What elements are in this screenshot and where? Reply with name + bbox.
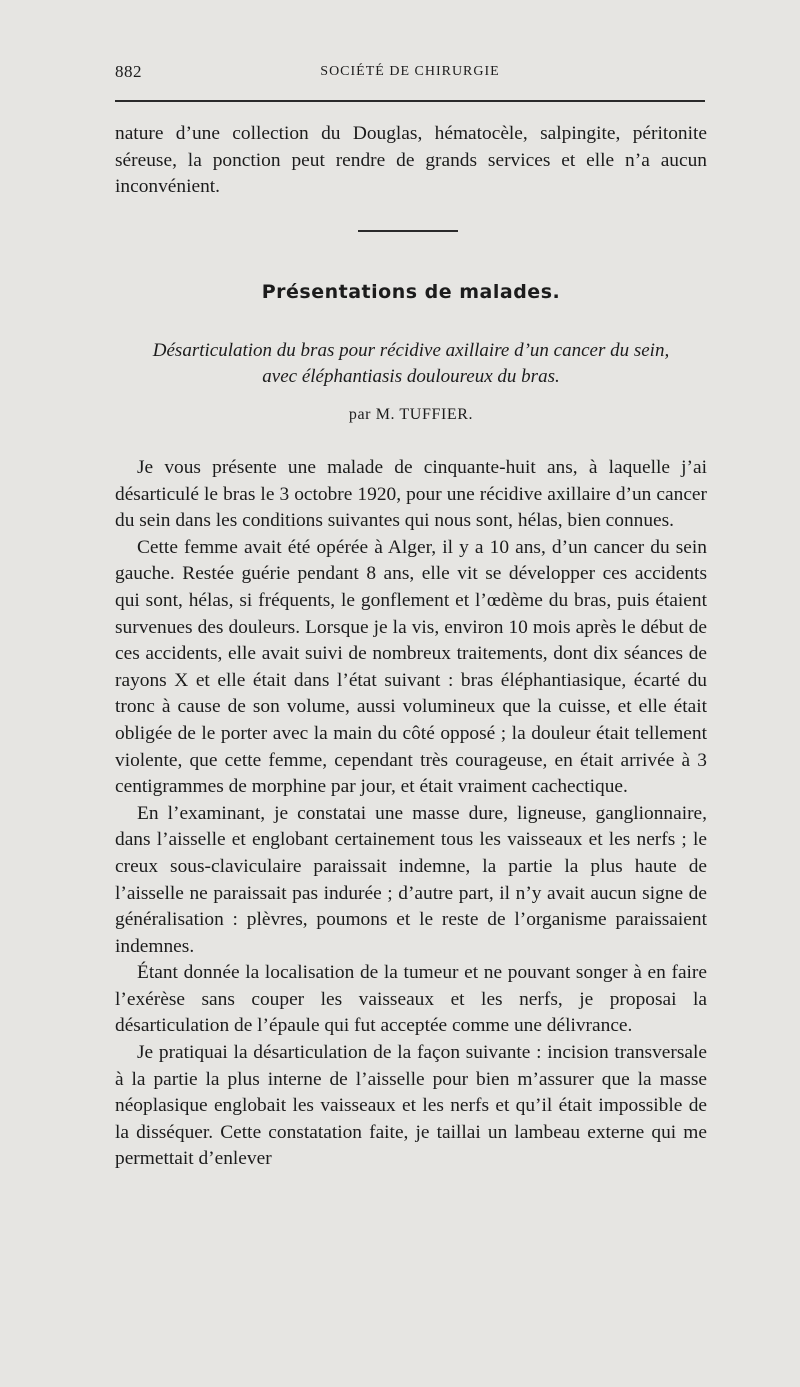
page-header [115,62,705,86]
paragraph: En l’examinant, je constatai une masse dure, ligneuse, ganglionnaire, dans l’aisselle et englobant certainement tous les vaisseaux et les nerfs ; le creux sous-claviculaire paraissait indemne, la partie la plus haute de l’aisselle ne paraissait pas indurée ; d’autre part, il n’y avait aucun signe de généralisation : plèvres, poumons et le reste de l’organisme paraissaient indemnes. [115,802,707,957]
header-rule [115,100,705,102]
main-text [115,455,707,1173]
intro-text [115,121,707,201]
case-title: Désarticulation du bras pour récidive axillaire d’un cancer du sein, avec éléphantiasis douloureux du bras. [152,340,670,387]
section-divider [358,230,458,232]
running-title: SOCIÉTÉ DE CHIRURGIE [320,64,500,79]
paragraph: Cette femme avait été opérée à Alger, il y a 10 ans, d’un cancer du sein gauche. Restée guérie pendant 8 ans, elle vit se développer ces accidents qui sont, hélas, si fréquents, le gonflement et l’œdème du bras, puis étaient survenues des douleurs. Lorsque je la vis, environ 10 mois après le début de ces accidents, elle avait suivi de nombreux traitements, dont dix séances de rayons X et elle était dans l’état suivant : bras éléphantiasique, écarté du tronc à cause de son volume, aussi volumineux que la cuisse, et elle était obligée de le porter avec la main du côté opposé ; la douleur était tellement violente, que cette femme, cependant très courageuse, en était arrivée à 3 centigrammes de morphine par jour, et était vraiment cachectique. [115,536,707,798]
author-line: par M. TUFFIER. [348,406,474,423]
paragraph: Je vous présente une malade de cinquante-huit ans, à laquelle j’ai désarticulé le bras le 3 octobre 1920, pour une récidive axillaire d’un cancer du sein dans les conditions suivantes qui nous sont, hélas, bien connues. [115,457,707,532]
section-title: Présentations de malades. [261,281,561,303]
paragraph: Je pratiquai la désarticulation de la façon suivante : incision transversale à la partie la plus interne de l’aisselle pour bien m’assurer que la masse néoplasique englobait les vaisseaux et les nerfs et qu’il était impossible de la disséquer. Cette constatation faite, je taillai un lambeau externe qui me permettait d’enlever [115,1042,707,1170]
page-number: 882 [115,62,142,81]
paragraph: Étant donnée la localisation de la tumeur et ne pouvant songer à en faire l’exérèse sans couper les vaisseaux et les nerfs, je proposai la désarticulation de l’épaule qui fut acceptée comme une délivrance. [115,962,707,1037]
intro-paragraph: nature d’une collection du Douglas, hématocèle, salpingite, péritonite séreuse, la ponction peut rendre de grands services et elle n’a aucun inconvénient. [115,123,707,198]
